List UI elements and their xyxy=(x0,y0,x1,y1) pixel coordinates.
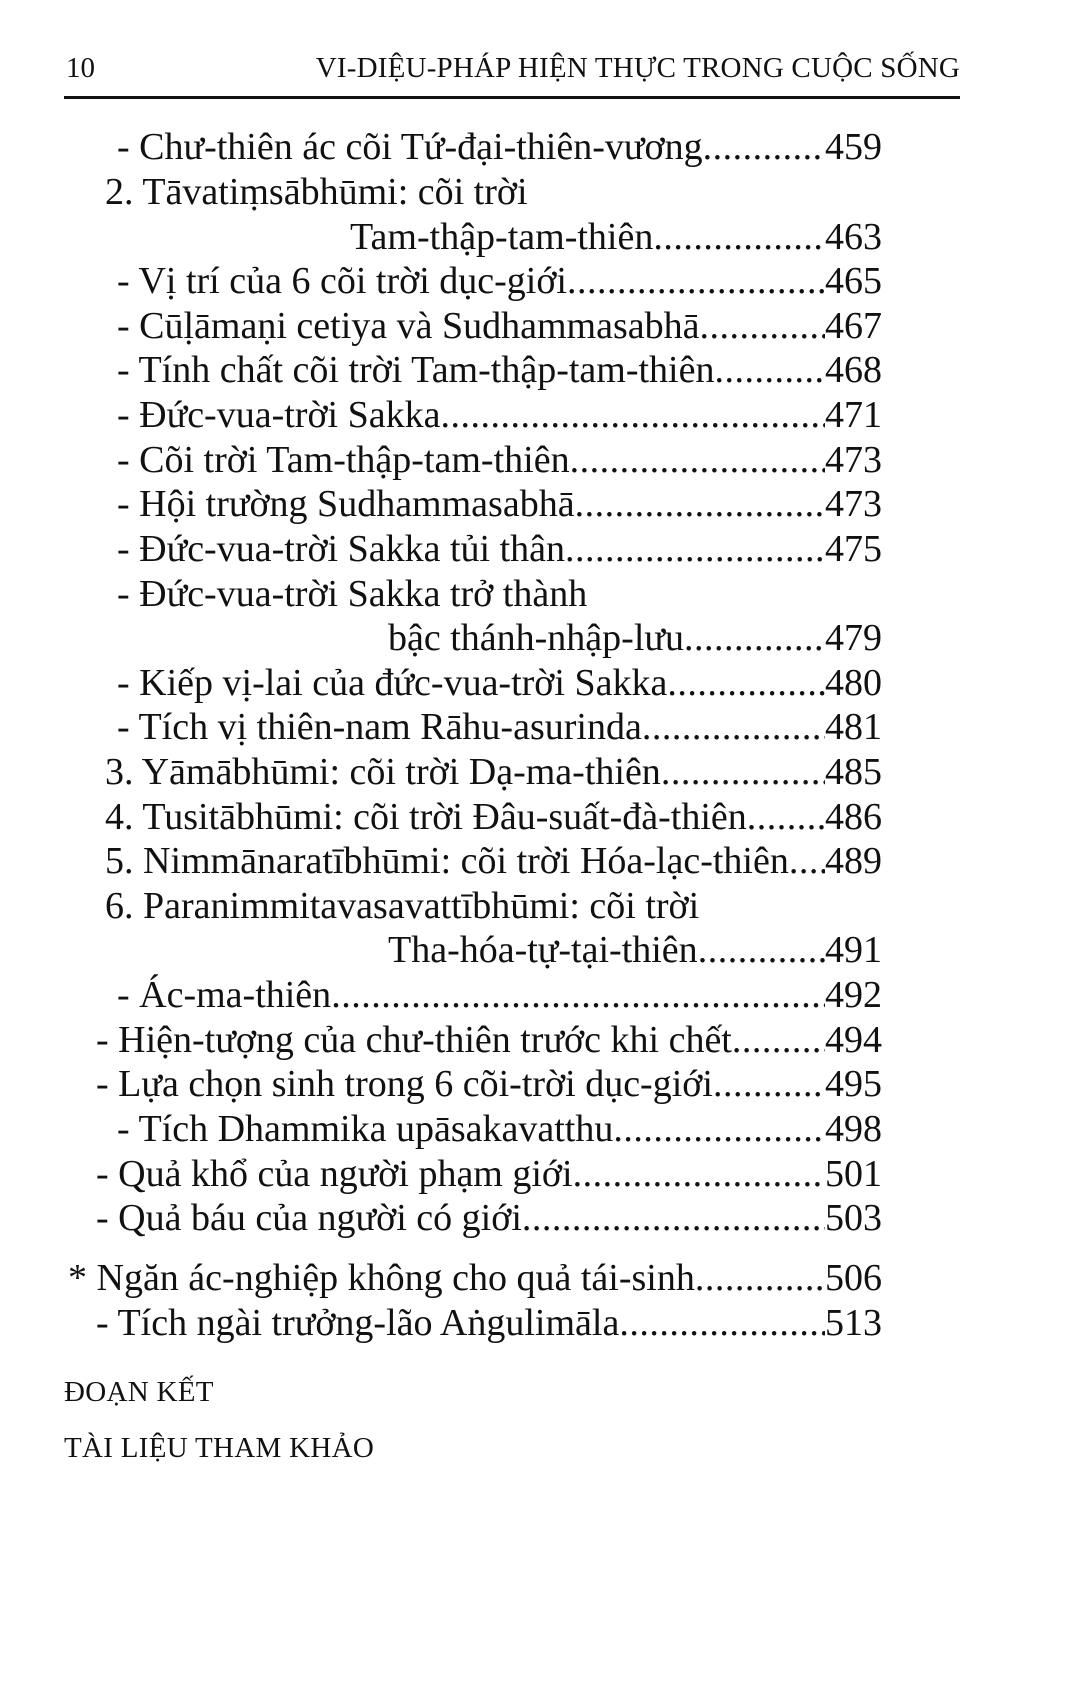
toc-entry-title: Tha-hóa-tự-tại-thiên xyxy=(388,929,698,971)
toc-entry-page: 459 xyxy=(825,126,882,168)
toc-entry-title: - Tính chất cõi trời Tam-thập-tam-thiên xyxy=(117,349,715,391)
toc-entry-title: 3. Yāmābhūmi: cõi trời Dạ-ma-thiên xyxy=(105,751,661,793)
toc-leader-dots xyxy=(747,793,825,841)
toc-entry xyxy=(117,570,587,618)
toc-entry-page: 491 xyxy=(825,929,882,971)
toc-entry xyxy=(117,703,882,751)
toc-entry-page: 479 xyxy=(825,617,882,659)
toc-entry-page: 486 xyxy=(825,796,882,838)
toc-entry xyxy=(117,480,882,528)
toc-leader-dots xyxy=(575,480,825,528)
toc-leader-dots xyxy=(642,703,825,751)
toc-entry xyxy=(117,391,882,439)
section-heading: ĐOẠN KẾT xyxy=(64,1376,214,1408)
running-title: VI-DIỆU-PHÁP HIỆN THỰC TRONG CUỘC SỐNG xyxy=(315,52,960,84)
toc-entry-title: - Cūḷāmaṇi cetiya và Sudhammasabhā xyxy=(117,305,700,347)
toc-leader-dots xyxy=(703,123,825,171)
toc-entry-page: 467 xyxy=(825,305,882,347)
toc-entry-page: 503 xyxy=(825,1197,882,1239)
toc-entry xyxy=(117,436,882,484)
toc-entry xyxy=(117,302,882,350)
toc-entry xyxy=(117,257,882,305)
toc-entry-title: - Tích vị thiên-nam Rāhu-asurinda xyxy=(117,706,642,748)
toc-leader-dots xyxy=(570,436,825,484)
toc-entry xyxy=(117,659,882,707)
toc-entry-title: - Ác-ma-thiên xyxy=(117,974,332,1016)
toc-entry xyxy=(105,882,699,930)
toc-entry xyxy=(117,971,882,1019)
toc-entry-title: 5. Nimmānaratībhūmi: cõi trời Hóa-lạc-thiên xyxy=(105,840,789,882)
toc-entry xyxy=(117,123,882,171)
toc-entry xyxy=(68,1254,882,1302)
toc-entry xyxy=(105,168,528,216)
toc-entry xyxy=(388,614,882,662)
toc-leader-dots xyxy=(573,1150,825,1198)
toc-entry-title: - Đức-vua-trời Sakka trở thành xyxy=(117,573,588,615)
toc-entry xyxy=(388,926,882,974)
toc-entry-page: 498 xyxy=(825,1108,882,1150)
toc-entry xyxy=(96,1150,882,1198)
toc-entry-title: - Đức-vua-trời Sakka tủi thân xyxy=(117,528,566,570)
toc-entry xyxy=(117,1105,882,1153)
toc-entry-page: 465 xyxy=(825,260,882,302)
toc-entry-page: 480 xyxy=(825,662,882,704)
toc-entry xyxy=(117,346,882,394)
toc-entry-title: 4. Tusitābhūmi: cõi trời Đâu-suất-đà-thiên xyxy=(105,796,747,838)
toc-entry xyxy=(350,213,882,261)
toc-entry-title: - Tích Dhammika upāsakavatthu xyxy=(117,1108,614,1150)
toc-entry-page: 489 xyxy=(825,840,882,882)
toc-entry-title: Tam-thập-tam-thiên xyxy=(350,216,654,258)
toc-leader-dots xyxy=(331,971,825,1019)
toc-entry-title: - Lựa chọn sinh trong 6 cõi-trời dục-giới xyxy=(96,1063,713,1105)
toc-entry-page: 492 xyxy=(825,974,882,1016)
toc-entry-title: - Đức-vua-trời Sakka xyxy=(117,394,441,436)
toc-entry-page: 473 xyxy=(825,439,882,481)
toc-leader-dots xyxy=(440,391,825,439)
section-heading: TÀI LIỆU THAM KHẢO xyxy=(64,1432,375,1464)
toc-leader-dots xyxy=(714,346,825,394)
toc-leader-dots xyxy=(619,1299,825,1347)
toc-entry-page: 506 xyxy=(825,1257,882,1299)
toc-leader-dots xyxy=(567,257,825,305)
toc-entry-title: - Tích ngài trưởng-lão Aṅgulimāla xyxy=(96,1302,620,1344)
toc-leader-dots xyxy=(789,837,825,885)
toc-leader-dots xyxy=(613,1105,825,1153)
toc-entry-page: 501 xyxy=(825,1153,882,1195)
running-header xyxy=(64,52,960,99)
toc-entry-title: - Vị trí của 6 cõi trời dục-giới xyxy=(117,260,567,302)
toc-entry-title: - Quả báu của người có giới xyxy=(96,1197,522,1239)
toc-entry-title: - Cõi trời Tam-thập-tam-thiên xyxy=(117,439,570,481)
toc-entry-page: 481 xyxy=(825,706,882,748)
toc-leader-dots xyxy=(713,1060,825,1108)
toc-entry-page: 468 xyxy=(825,349,882,391)
toc-entry xyxy=(96,1194,882,1242)
toc-entry-page: 485 xyxy=(825,751,882,793)
toc-entry-page: 475 xyxy=(825,528,882,570)
toc-leader-dots xyxy=(565,525,825,573)
toc-leader-dots xyxy=(522,1194,825,1242)
toc-leader-dots xyxy=(695,1254,825,1302)
toc-entry-title: - Kiếp vị-lai của đức-vua-trời Sakka xyxy=(117,662,668,704)
toc-leader-dots xyxy=(700,302,826,350)
toc-entry xyxy=(105,837,882,885)
toc-entry xyxy=(96,1060,882,1108)
toc-entry-page: 463 xyxy=(825,216,882,258)
toc-entry-page: 473 xyxy=(825,483,882,525)
toc-entry xyxy=(105,793,882,841)
toc-entry-page: 471 xyxy=(825,394,882,436)
toc-leader-dots xyxy=(698,926,825,974)
toc-leader-dots xyxy=(653,213,825,261)
toc-entry-page: 494 xyxy=(825,1019,882,1061)
toc-entry xyxy=(96,1299,882,1347)
page-number: 10 xyxy=(66,52,95,84)
toc-entry xyxy=(117,525,882,573)
toc-entry-page: 495 xyxy=(825,1063,882,1105)
toc-entry-page: 513 xyxy=(825,1302,882,1344)
toc-leader-dots xyxy=(684,614,825,662)
toc-entry xyxy=(96,1016,882,1064)
toc-leader-dots xyxy=(661,748,825,796)
toc-leader-dots xyxy=(667,659,825,707)
toc-entry-title: - Hiện-tượng của chư-thiên trước khi chết xyxy=(96,1019,732,1061)
toc-entry-title: - Hội trường Sudhammasabhā xyxy=(117,483,575,525)
toc-entry-title: - Chư-thiên ác cõi Tứ-đại-thiên-vương xyxy=(117,126,703,168)
toc-entry-title: 2. Tāvatiṃsābhūmi: cõi trời xyxy=(105,171,528,213)
toc-entry-title: - Quả khổ của người phạm giới xyxy=(96,1153,573,1195)
toc-entry-title: bậc thánh-nhập-lưu xyxy=(388,617,684,659)
toc-entry-title: * Ngăn ác-nghiệp không cho quả tái-sinh xyxy=(68,1257,695,1299)
toc-entry xyxy=(105,748,882,796)
toc-entry-title: 6. Paranimmitavasavattībhūmi: cõi trời xyxy=(105,885,700,927)
toc-leader-dots xyxy=(732,1016,825,1064)
